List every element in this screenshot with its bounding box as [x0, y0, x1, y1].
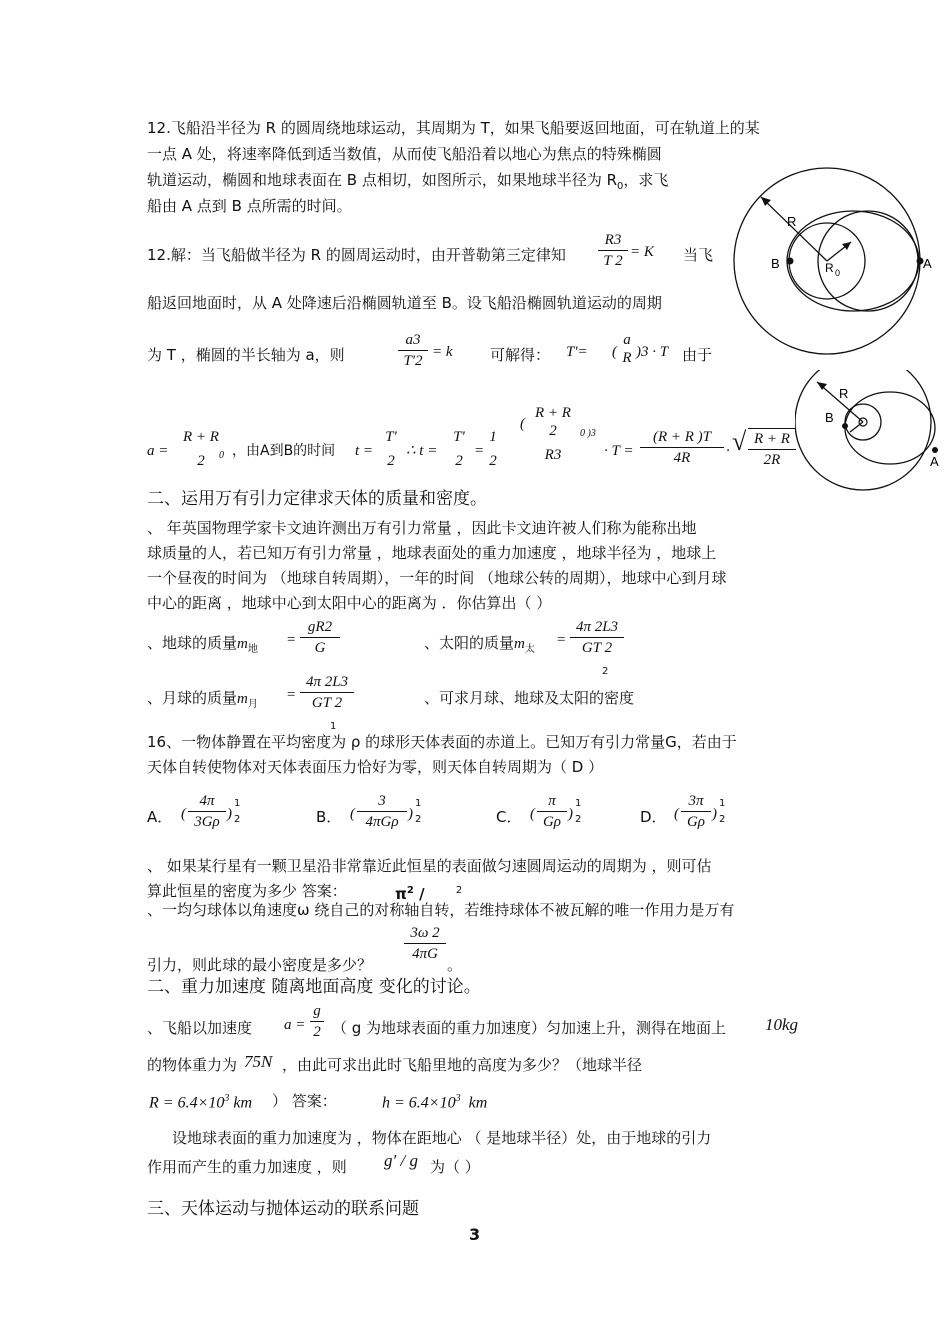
tprime: T'=	[566, 344, 588, 360]
fig1-label-B: B	[771, 256, 780, 271]
q19-answer: $h = 6.4\times 10^3$ km	[382, 1093, 488, 1112]
svg-text:B: B	[825, 410, 834, 425]
sqrt-fraction: R + R 2R	[748, 428, 796, 469]
fig1-label-A: A	[923, 256, 932, 271]
ellipse-fraction: a3 T'2	[398, 331, 428, 370]
option-a: 、地球的质量$m_地$	[147, 634, 258, 655]
kepler-equals: = K	[630, 244, 654, 260]
orbit-diagram-2	[795, 370, 945, 495]
section2-title: 二、运用万有引力定律求天体的质量和密度。	[147, 489, 487, 509]
fig1-label-R0: R	[825, 261, 834, 275]
result-fraction: (R + R )T 4R	[640, 428, 724, 467]
option-b: 、太阳的质量$m_太$	[424, 634, 535, 655]
q16-choice-b: B．	[316, 808, 342, 826]
fig1-label-R: R	[787, 214, 797, 229]
q12-line1: 12.飞船沿半径为 R 的圆周绕地球运动，其周期为 T，如果飞船要返回地面，可在轨道上的某	[147, 119, 760, 137]
svg-text:R: R	[839, 386, 849, 401]
q16-choice-d: D．	[640, 808, 667, 826]
ratio-tail: )3 · T	[636, 344, 669, 360]
q18-answer: 3ω 2 4πG	[404, 924, 446, 963]
q12-line2: 一点 A 处，将速率降低到适当数值，从而使飞船沿着以地心为焦点的特殊椭圆	[147, 145, 662, 163]
svg-text:A: A	[930, 454, 939, 469]
orbit-diagram-1	[725, 160, 945, 370]
page-number: 3	[469, 1225, 481, 1244]
svg-text:0: 0	[835, 268, 841, 278]
q17-answer: $\pi^2$ / $^2$	[395, 885, 463, 903]
option-d: 、可求月球、地球及太阳的密度	[424, 689, 635, 707]
q12-line4: 船由 A 点到 B 点所需的时间。	[147, 197, 352, 215]
sol12-line3c: 由于	[682, 346, 713, 364]
kepler-fraction: R3 T 2	[598, 231, 628, 270]
q16-choice-a: A．	[147, 808, 173, 826]
q16-choice-c: C．	[496, 808, 522, 826]
ratio-fraction: a R	[622, 332, 632, 366]
q12-line3: 轨道运动，椭圆和地球表面在 B 点相切，如图所示，如果地球半径为 $R_0$，求飞	[147, 171, 669, 192]
sol12-line1-end: 当飞	[683, 246, 714, 264]
option-c: 、月球的质量$m_月$	[147, 689, 258, 710]
ellipse-equals: = k	[432, 344, 453, 360]
big-fraction: R + R 2 R3	[535, 405, 571, 463]
section2b-title: 二、重力加速度 随离地面高度 变化的讨论。	[147, 977, 481, 997]
sol12-line3b: 可解得：	[490, 346, 551, 364]
a-fraction: R + R 2	[183, 429, 219, 469]
sol12-line1: 12.解：当飞船做半径为 R 的圆周运动时，由开普勒第三定律知	[147, 246, 566, 264]
sol12-line3a: 为 T ，椭圆的半长轴为 a，则	[147, 346, 345, 364]
sol12-line2: 船返回地面时，从 A 处降速后沿椭圆轨道至 B。设飞船沿椭圆轨道运动的周期	[147, 294, 662, 312]
section3-title: 三、天体运动与抛体运动的联系问题	[147, 1199, 419, 1219]
